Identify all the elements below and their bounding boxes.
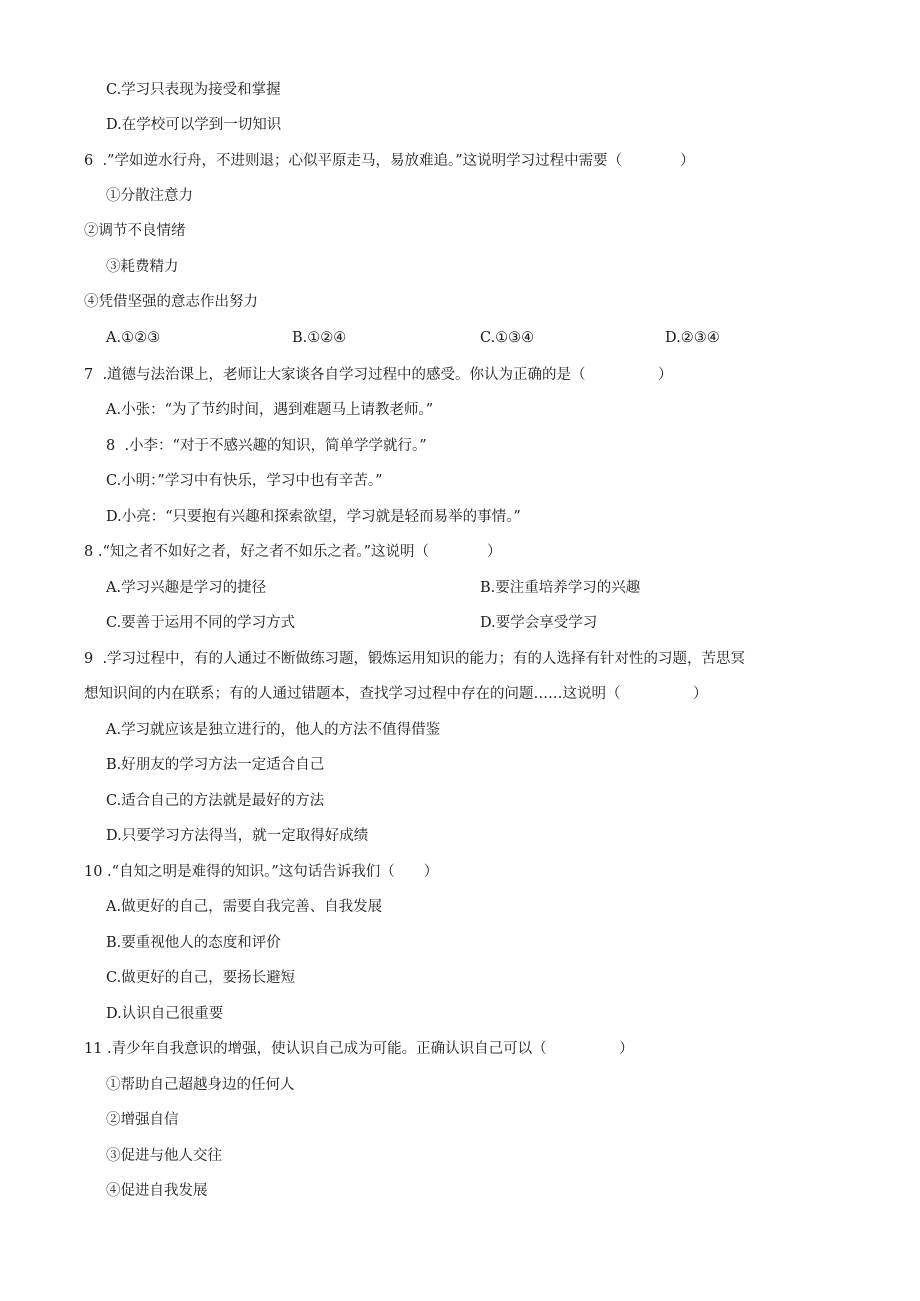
- q8-option-d: D.要学会享受学习: [480, 615, 598, 631]
- question-8-stem: 8 .“知之者不如好之者，好之者不如乐之者。”这说明（ ）: [84, 544, 502, 560]
- question-9-stem-line-1: 9 .学习过程中，有的人通过不断做练习题，锻炼运用知识的能力；有的人选择有针对性的习题，苦思冥: [84, 651, 746, 667]
- question-10-stem: 10 .“自知之明是难得的知识。”这句话告诉我们（ ）: [84, 864, 439, 880]
- question-9-stem-line-2: 想知识间的内在联系；有的人通过错题本，查找学习过程中存在的问题……这说明（ ）: [84, 686, 708, 702]
- q8-option-b: B.要注重培养学习的兴趣: [480, 580, 641, 596]
- q11-statement-3: ③促进与他人交往: [106, 1148, 222, 1164]
- q10-option-c: C.做更好的自己，要扬长避短: [106, 970, 296, 986]
- q6-statement-1: ①分散注意力: [106, 188, 193, 204]
- q6-options: [0, 328, 920, 348]
- q9-option-b: B.好朋友的学习方法一定适合自己: [106, 757, 325, 773]
- q6-option-b: B.①②④: [292, 330, 347, 346]
- q8-options-row-2: [0, 613, 920, 633]
- q6-option-c: C.①③④: [480, 330, 535, 346]
- q11-statement-2: ②增强自信: [106, 1112, 179, 1128]
- q8-options-row-1: [0, 578, 920, 598]
- q9-option-a: A.学习就应该是独立进行的，他人的方法不值得借鉴: [106, 722, 441, 738]
- q7-option-b: 8 .小李：“对于不感兴趣的知识，简单学学就行。”: [106, 438, 427, 454]
- q6-option-a: A.①②③: [106, 330, 161, 346]
- q10-option-a: A.做更好的自己，需要自我完善、自我发展: [106, 899, 383, 915]
- q10-option-b: B.要重视他人的态度和评价: [106, 935, 281, 951]
- q9-option-c: C.适合自己的方法就是最好的方法: [106, 793, 325, 809]
- q7-option-a: A.小张：“为了节约时间，遇到难题马上请教老师。”: [106, 402, 434, 418]
- q6-statement-3: ③耗费精力: [106, 259, 179, 275]
- question-7-stem: 7 .道德与法治课上，老师让大家谈各自学习过程中的感受。你认为正确的是（ ）: [84, 367, 673, 383]
- q7-option-c: C.小明：”学习中有快乐，学习中也有辛苦。”: [106, 473, 383, 489]
- q8-option-c: C.要善于运用不同的学习方式: [106, 615, 296, 631]
- q10-option-d: D.认识自己很重要: [106, 1006, 224, 1022]
- q5-option-d: D.在学校可以学到一切知识: [106, 117, 282, 133]
- question-11-stem: 11 .青少年自我意识的增强，使认识自己成为可能。正确认识自己可以（ ）: [84, 1041, 634, 1057]
- q9-option-d: D.只要学习方法得当，就一定取得好成绩: [106, 828, 369, 844]
- q6-option-d: D.②③④: [665, 330, 720, 346]
- q6-statement-2: ②调节不良情绪: [84, 223, 186, 239]
- q5-option-c: C.学习只表现为接受和掌握: [106, 82, 281, 98]
- q7-option-d: D.小亮：“只要抱有兴趣和探索欲望，学习就是轻而易举的事情。”: [106, 509, 521, 525]
- q11-statement-4: ④促进自我发展: [106, 1183, 208, 1199]
- question-6-stem: 6 .”学如逆水行舟，不进则退；心似平原走马，易放难追。”这说明学习过程中需要（ ）: [84, 153, 695, 169]
- q11-statement-1: ①帮助自己超越身边的任何人: [106, 1077, 295, 1093]
- q8-option-a: A.学习兴趣是学习的捷径: [106, 580, 267, 596]
- q6-statement-4: ④凭借坚强的意志作出努力: [84, 294, 258, 310]
